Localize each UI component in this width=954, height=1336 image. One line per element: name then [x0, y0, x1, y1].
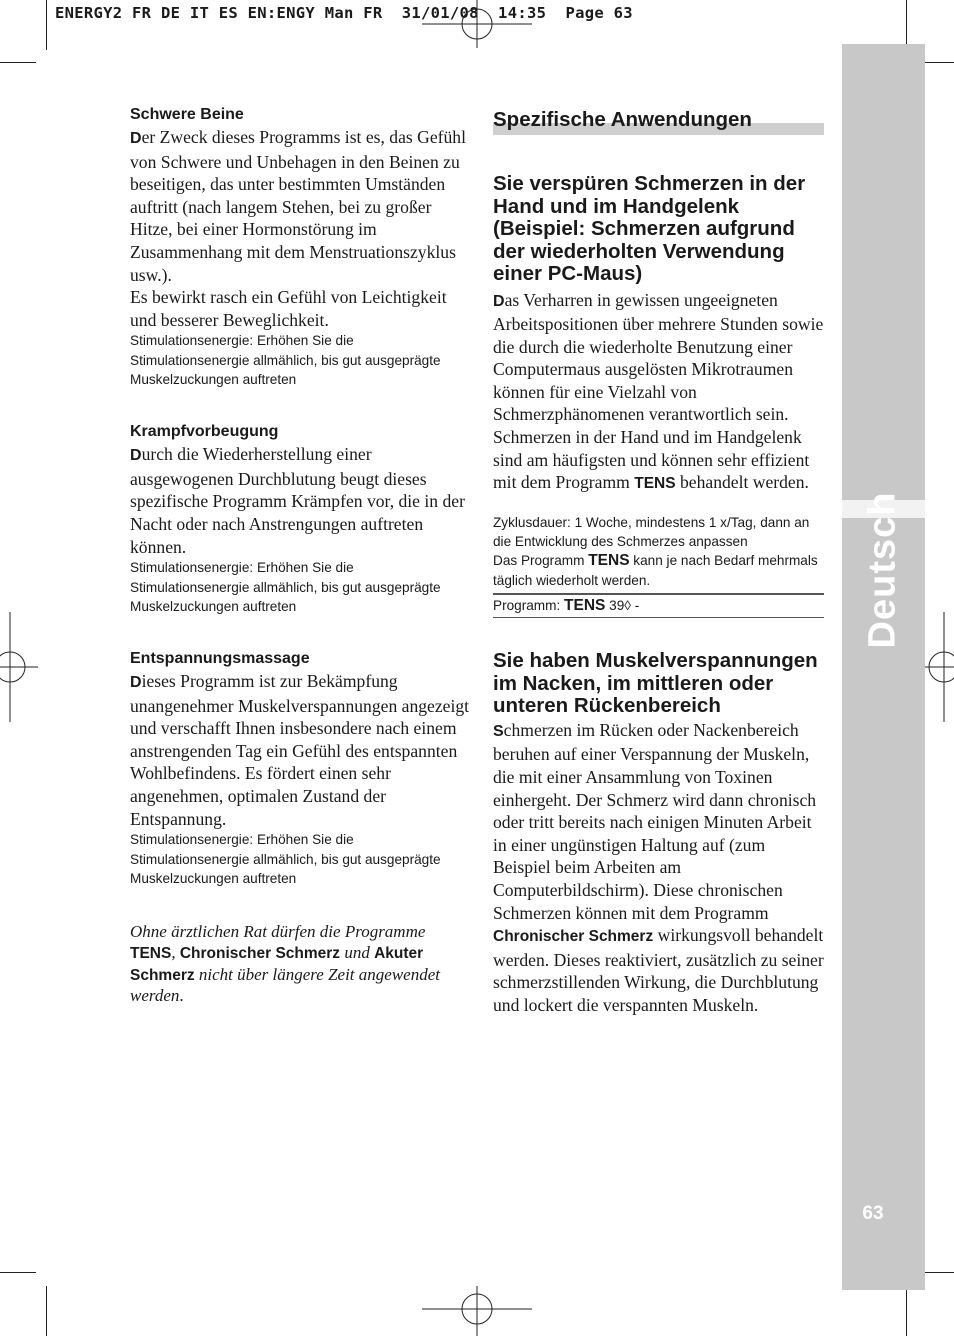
section-body: Dieses Programm ist zur Bekämpfung unangenehmer Muskelverspannungen angezeigt und verschafft Ihnen insbesondere nach einem anstrengenden Tag ein Gefühl des entspannten Wohlbefindens. Es fördert einen sehr angenehmen, optimalen Zustand der Entspannung.	[130, 671, 470, 829]
section-schwere-beine	[130, 106, 470, 389]
application-neck-back	[493, 650, 825, 1016]
registration-mark-bottom	[420, 1282, 534, 1336]
page-number: 63	[862, 1203, 884, 1224]
section-body-2: Es bewirkt rasch ein Gefühl von Leichtigkeit und besserer Beweglichkeit.	[130, 287, 447, 330]
application-title: Sie haben Muskelverspannungen im Nacken, im mittleren oder unteren Rückenbereich	[493, 649, 818, 718]
program-name: Chronischer Schmerz	[493, 928, 654, 946]
registration-mark-left	[0, 612, 40, 722]
program-line: Programm: TENS 39◊ -	[493, 597, 640, 615]
section-krampfvorbeugung	[130, 423, 470, 616]
application-body: Schmerzen im Rücken oder Nackenbereich beruhen auf einer Verspannung der Muskeln, die mit einer Ansammlung von Toxinen einhergeht. Der Schmerz wird dann chronisch oder tritt bereits nach einigen Minuten Arbeit in einer ungünstigen Haltung auf (zum Beispiel beim Arbeiten am Computerbildschirm). Diese chronischen Schmerzen können mit dem Programm Chronischer Schmerz wirkungsvoll behandelt werden. Dieses reaktiviert, zusätzlich zu seiner schmerzstillenden Wirkung, die Durchblutung und lockert die verspannten Muskeln.	[493, 719, 824, 1015]
right-column	[493, 108, 825, 1017]
cycle-duration: Zyklusdauer: 1 Woche, mindestens 1 x/Tag, dann an die Entwicklung des Schmerzes anpassen	[493, 514, 810, 550]
application-title: Sie verspüren Schmerzen in der Hand und im Handgelenk (Beispiel: Schmerzen aufgrund der wiederholten Verwendung einer PC-Maus)	[493, 172, 806, 285]
section-body: Durch die Wiederherstellung einer ausgewogenen Durchblutung beugt dieses spezifische Programm Krämpfen vor, die in der Nacht oder nach Anstrengungen auftreten können.	[130, 444, 465, 557]
drop-cap: S	[493, 722, 504, 740]
drop-cap: D	[493, 292, 505, 310]
stimulation-note: Stimulationsenergie: Erhöhen Sie die Stimulationsenergie allmählich, bis gut ausgeprägte Muskelzuckungen auftreten	[130, 560, 441, 614]
program-name: TENS	[634, 475, 676, 493]
section-entspannungsmassage	[130, 650, 470, 888]
drop-cap: D	[130, 130, 142, 147]
section-body: Der Zweck dieses Programms ist es, das Gefühl von Schwere und Unbehagen in den Beinen zu beseitigen, das unter bestimmten Umständen auftritt (nach langem Stehen, bei zu großer Hitze, bei einer Hormonstörung im Zusammenhang mit dem Menstruationszyklus usw.).	[130, 127, 466, 285]
section-title: Schwere Beine	[130, 106, 244, 123]
stimulation-note: Stimulationsenergie: Erhöhen Sie die Stimulationsenergie allmählich, bis gut ausgeprägte Muskelzuckungen auftreten	[130, 832, 441, 886]
warning-note: Ohne ärztlichen Rat dürfen die Programme TENS, Chronischer Schmerz und Akuter Schmerz nicht über längere Zeit angewendet werden.	[130, 922, 440, 1006]
left-column	[130, 106, 470, 1007]
application-body: Das Verharren in gewissen ungeeigneten Arbeitspositionen über mehrere Stunden sowie die durch die wiederholte Benutzung einer Computermaus ausgelösten Mikrotraumen können für eine Vielzahl von Schmerzphänomenen verantwortlich sein. Schmerzen in der Hand und im Handgelenk sind am häufigsten und können sehr effizient mit dem Programm TENS behandelt werden.	[493, 289, 824, 493]
section-heading: Spezifische Anwendungen	[493, 108, 825, 136]
section-title: Entspannungsmassage	[130, 650, 310, 668]
print-header: ENERGY2 FR DE IT ES EN:ENGY Man FR 31/01/08 14:35 Page 63	[55, 4, 633, 22]
section-title: Krampfvorbeugung	[130, 423, 279, 441]
language-tab	[842, 44, 925, 1290]
application-hand-wrist	[493, 173, 825, 618]
language-label: Deutsch	[861, 491, 904, 649]
registration-mark-top	[420, 0, 534, 52]
drop-cap: D	[130, 674, 142, 692]
repeat-note: Das Programm TENS kann je nach Bedarf mehrmals täglich wiederholt werden.	[493, 552, 818, 588]
stimulation-note: Stimulationsenergie: Erhöhen Sie die Stimulationsenergie allmählich, bis gut ausgeprägte Muskelzuckungen auftreten	[130, 333, 441, 387]
drop-cap: D	[130, 447, 142, 465]
